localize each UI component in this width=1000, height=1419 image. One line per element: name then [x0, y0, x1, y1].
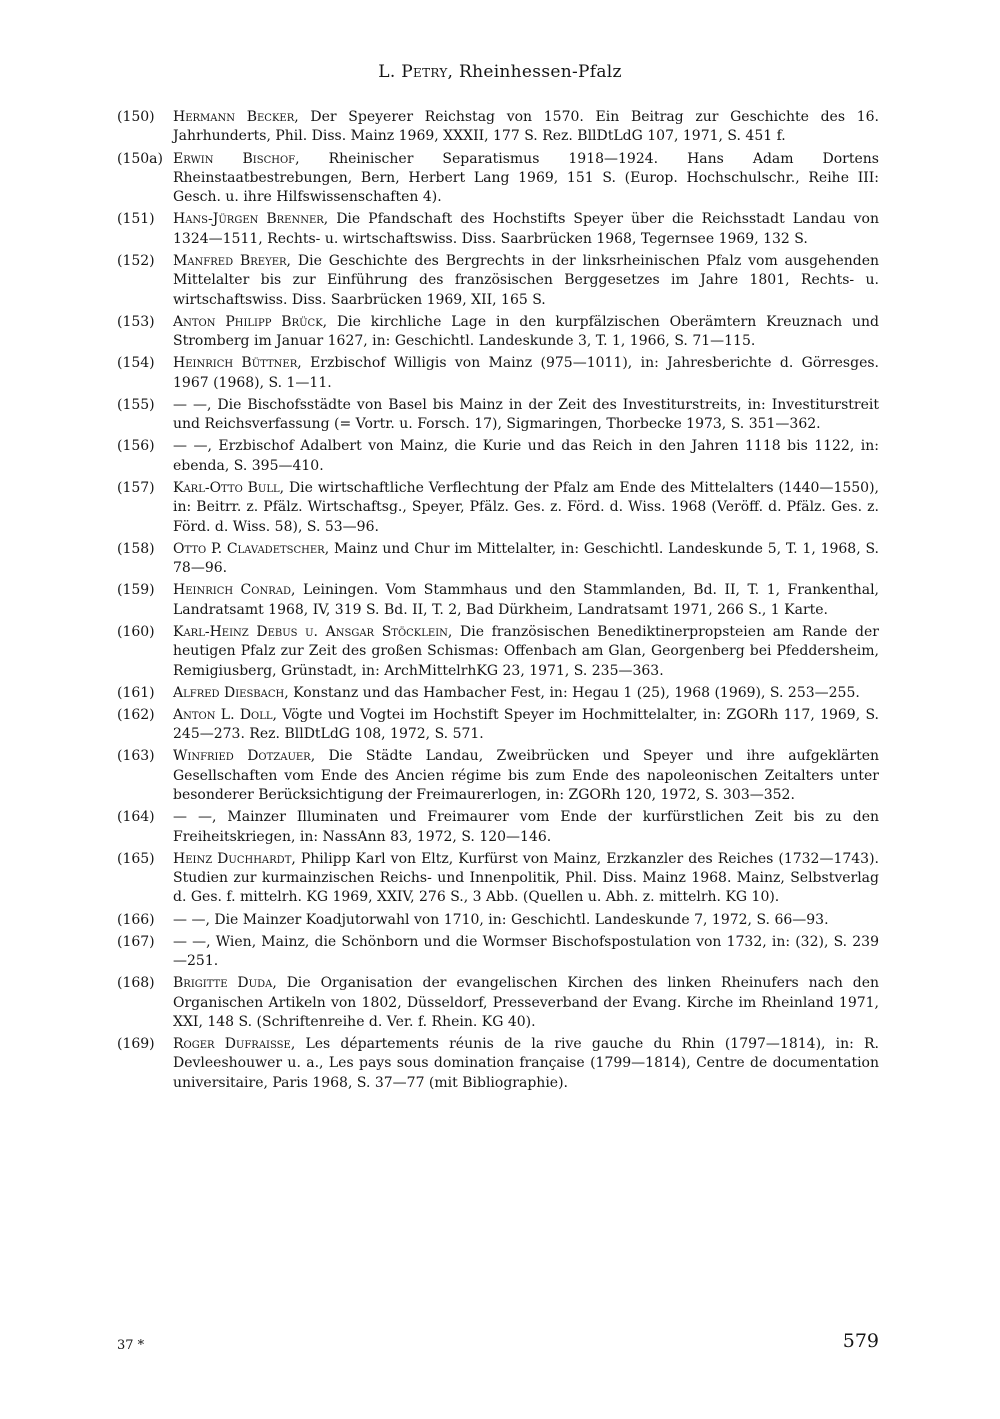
- bibliography-entry: [117, 850, 879, 908]
- entry-author: Anton Philipp Brück,: [173, 313, 328, 330]
- entry-number: (155): [117, 396, 155, 413]
- entry-author: Winfried Dotzauer,: [173, 748, 316, 765]
- bibliography-entry: [117, 437, 879, 476]
- entry-number: (169): [117, 1036, 155, 1053]
- header-title: Rheinhessen-Pfalz: [458, 62, 622, 82]
- entry-number: (160): [117, 623, 155, 640]
- entry-number: (158): [117, 540, 155, 557]
- entry-number: (161): [117, 684, 155, 701]
- bibliography-entry: [117, 747, 879, 805]
- entry-text: — —, Die Mainzer Koadjutorwahl von 1710, in: Geschichtl. Landeskunde 7, 1972, S. 66—93.: [173, 911, 829, 928]
- entry-number: (167): [117, 933, 155, 950]
- entry-author: Heinrich Conrad,: [173, 582, 296, 599]
- entry-text: Die wirtschaftliche Verflechtung der Pfalz am Ende des Mittelalters (1440—1550), in: Beitrr. z. Pfälz. Wirtschaftsg., Speyer, Pfälz. Ges. z. Förd. d. Wiss. 1968 (Veröff. d. Pfälz. Ges. z. Förd. d. Wiss. 58), S. 53—96.: [173, 479, 879, 535]
- bibliography-entry: [117, 479, 879, 537]
- entry-text: Vögte und Vogtei im Hochstift Speyer im Hochmittelalter, in: ZGORh 117, 1969, S. 245—273. Rez. BllDtLdG 108, 1972, S. 571.: [173, 706, 879, 743]
- entry-text: Die Pfandschaft des Hochstifts Speyer über die Reichsstadt Landau von 1324—1511, Rechts- u. wirtschaftswiss. Diss. Saarbrücken 1968, Tegernsee 1969, 132 S.: [173, 211, 879, 247]
- entry-number: (163): [117, 748, 155, 765]
- entry-author: Heinz Duchhardt,: [173, 850, 296, 867]
- entry-author: Karl-Otto Bull,: [173, 479, 285, 496]
- entry-body: [173, 581, 879, 620]
- entry-text: Der Speyerer Reichstag von 1570. Ein Beitrag zur Geschichte des 16. Jahrhunderts, Phil. Diss. Mainz 1969, XXXII, 177 S. Rez. BllDtLdG 107, 1971, S. 451 f.: [173, 109, 879, 145]
- page-number: 579: [842, 1330, 879, 1352]
- entry-body: [173, 706, 879, 745]
- running-head: [0, 62, 1000, 82]
- entry-body: [173, 108, 879, 147]
- entry-number: (150a): [117, 150, 163, 167]
- header-author-surname: Petry,: [401, 62, 454, 82]
- entry-author: Otto P. Clavadetscher,: [173, 540, 330, 557]
- entry-body: [173, 479, 879, 537]
- entry-number: (153): [117, 313, 155, 330]
- bibliography-entry: [117, 581, 879, 620]
- entry-number: (151): [117, 211, 155, 228]
- entry-body: [173, 850, 879, 908]
- entry-text: Rheinischer Separatismus 1918—1924. Hans Adam Dortens Rheinstaatbestrebungen, Bern, Herbert Lang 1969, 151 S. (Europ. Hochschulschr., Reihe III: Gesch. u. ihre Hilfswissenschaften 4).: [173, 150, 879, 206]
- entry-number: (154): [117, 355, 155, 372]
- bibliography-entry: [117, 252, 879, 310]
- entry-text: Die Geschichte des Bergrechts in der linksrheinischen Pfalz vom ausgehenden Mittelalter bis zur Einführung des französischen Berggesetzes im Jahre 1801, Rechts- u. wirtschaftswiss. Diss. Saarbrücken 1969, XII, 165 S.: [173, 252, 880, 308]
- signature-mark: 37 *: [117, 1338, 145, 1353]
- entry-author: Heinrich Büttner,: [173, 355, 302, 372]
- page-footer: [117, 1330, 879, 1360]
- entry-author: Manfred Breyer,: [173, 252, 291, 269]
- entry-body: [173, 252, 879, 310]
- entry-text: Erzbischof Willigis von Mainz (975—1011), in: Jahresberichte d. Görresges. 1967 (1968), S. 1—11.: [173, 355, 880, 391]
- entry-author: Alfred Diesbach,: [173, 684, 289, 701]
- bibliography-entry: [117, 1035, 879, 1093]
- entry-text: Konstanz und das Hambacher Fest, in: Hegau 1 (25), 1968 (1969), S. 253—255.: [293, 684, 860, 701]
- bibliography-entry: [117, 108, 879, 147]
- bibliography-entry: [117, 313, 879, 352]
- entry-author: Karl-Heinz Debus u. Ansgar Stöcklein,: [173, 623, 453, 640]
- entry-author: Hermann Becker,: [173, 109, 299, 125]
- bibliography-entry: [117, 396, 879, 435]
- entry-body: [173, 1035, 879, 1093]
- entry-author: Brigitte Duda,: [173, 975, 277, 992]
- entry-text: Les départements réunis de la rive gauche du Rhin (1797—1814), in: R. Devleeshouwer u. a., Les pays sous domination française (1799—1814), Centre de documentation universitaire, Paris 1968, S. 37—77 (mit Bibliographie).: [173, 1036, 880, 1091]
- entry-author: Anton L. Doll,: [173, 706, 277, 723]
- entry-body: [173, 623, 879, 681]
- entry-body: [173, 313, 879, 352]
- bibliography-entry: [117, 706, 879, 745]
- entry-number: (162): [117, 706, 155, 723]
- entry-body: [173, 684, 879, 703]
- bibliography-entry: [117, 911, 879, 930]
- bibliography-entry: [117, 808, 879, 847]
- entry-text: — —, Mainzer Illuminaten und Freimaurer vom Ende der kurfürstlichen Zeit bis zu den Freiheitskriegen, in: NassAnn 83, 1972, S. 120—146.: [173, 809, 879, 845]
- entry-number: (165): [117, 850, 155, 867]
- entry-text: Die französischen Benediktinerpropsteien am Rande der heutigen Pfalz zur Zeit des großen Schismas: Offenbach am Glan, Georgenberg bei Pfeddersheim, Remigiusberg, Grünstadt, in: ArchMittelrhKG 23, 1971, S. 235—363.: [173, 623, 879, 679]
- entry-body: [173, 911, 879, 930]
- entry-body: [173, 747, 879, 805]
- entry-number: (156): [117, 438, 155, 455]
- bibliography-entry: [117, 933, 879, 972]
- entry-body: [173, 354, 879, 393]
- bibliography-entry: [117, 684, 879, 703]
- bibliography-entry: [117, 974, 879, 1032]
- bibliography-list: [117, 108, 879, 1096]
- bibliography-entry: [117, 210, 879, 249]
- entry-body: [173, 150, 879, 208]
- entry-number: (164): [117, 809, 155, 826]
- entry-text: — —, Die Bischofsstädte von Basel bis Mainz in der Zeit des Investiturstreits, in: Investiturstreit und Reichsverfassung (= Vortr. u. Forsch. 17), Sigmaringen, Thorbecke 1973, S. 351—362.: [173, 396, 879, 433]
- bibliography-entry: [117, 540, 879, 579]
- bibliography-entry: [117, 623, 879, 681]
- entry-body: [173, 210, 879, 249]
- entry-text: — —, Wien, Mainz, die Schönborn und die Wormser Bischofspostulation von 1732, in: (32), S. 239—251.: [173, 933, 879, 970]
- entry-body: [173, 933, 879, 972]
- entry-number: (159): [117, 582, 155, 599]
- entry-number: (157): [117, 479, 155, 496]
- entry-number: (166): [117, 911, 155, 928]
- entry-text: Leiningen. Vom Stammhaus und den Stammlanden, Bd. II, T. 1, Frankenthal, Landratsamt 1968, IV, 319 S. Bd. II, T. 2, Bad Dürkheim, Landratsamt 1971, 266 S., 1 Karte.: [173, 582, 880, 618]
- entry-text: Die kirchliche Lage in den kurpfälzischen Oberämtern Kreuznach und Stromberg im Januar 1627, in: Geschichtl. Landeskunde 3, T. 1, 1966, S. 71—115.: [173, 313, 879, 350]
- entry-body: [173, 396, 879, 435]
- entry-number: (152): [117, 252, 155, 269]
- entry-body: [173, 437, 879, 476]
- entry-body: [173, 540, 879, 579]
- entry-number: (168): [117, 975, 155, 992]
- entry-text: Die Städte Landau, Zweibrücken und Speyer und ihre aufgeklärten Gesellschaften vom Ende des Ancien régime bis zum Ende des napoleonischen Zeitalters unter besonderer Berücksichtigung der Freimaurerlogen, in: ZGORh 120, 1972, S. 303—352.: [173, 748, 880, 804]
- entry-text: Die Organisation der evangelischen Kirchen des linken Rheinufers nach den Organischen Artikeln von 1802, Düsseldorf, Presseverband der Evang. Kirche im Rheinland 1971, XXI, 148 S. (Schriftenreihe d. Ver. f. Rhein. KG 40).: [173, 975, 880, 1030]
- entry-author: Roger Dufraisse,: [173, 1036, 296, 1053]
- entry-number: (150): [117, 109, 155, 125]
- entry-author: Erwin Bischof,: [173, 150, 300, 167]
- entry-author: Hans-Jürgen Brenner,: [173, 211, 329, 228]
- entry-text: — —, Erzbischof Adalbert von Mainz, die Kurie und das Reich in den Jahren 1118 bis 1122, in: ebenda, S. 395—410.: [173, 438, 879, 474]
- entry-text: Mainz und Chur im Mittelalter, in: Geschichtl. Landeskunde 5, T. 1, 1968, S. 78—96.: [173, 540, 880, 577]
- bibliography-entry: [117, 354, 879, 393]
- bibliography-entry: [117, 150, 879, 208]
- entry-body: [173, 808, 879, 847]
- header-author-initial: L.: [378, 62, 396, 82]
- entry-text: Philipp Karl von Eltz, Kurfürst von Mainz, Erzkanzler des Reiches (1732—1743). Studien zur kurmainzischen Reichs- und Innenpolitik, Phil. Diss. Mainz 1968. Mainz, Selbstverlag d. Ges. f. mittelrh. KG 1969, XXIV, 276 S., 3 Abb. (Quellen u. Abh. z. mittelrh. KG 10).: [173, 850, 879, 906]
- entry-body: [173, 974, 879, 1032]
